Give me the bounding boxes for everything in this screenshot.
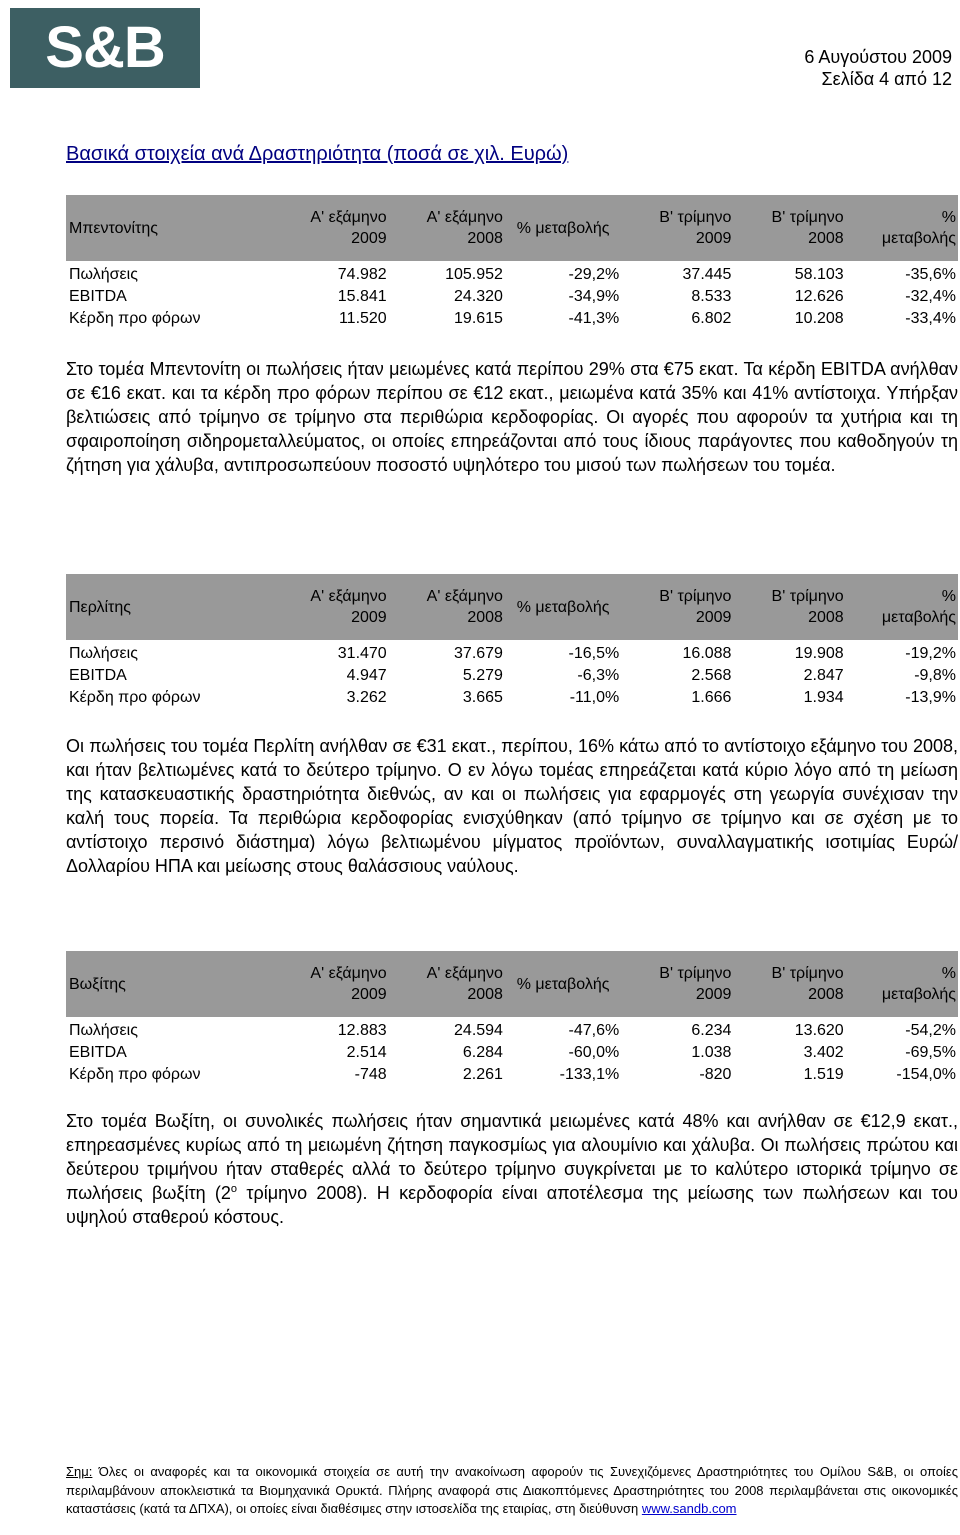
cell-value: 31.470 bbox=[337, 645, 387, 662]
table-row bbox=[66, 640, 958, 665]
cell-value: 105.952 bbox=[445, 266, 503, 283]
cell-value: 3.665 bbox=[462, 689, 503, 706]
cell-value: -32,4% bbox=[905, 288, 956, 305]
cell-value: -9,8% bbox=[914, 667, 956, 684]
cell-value: 24.594 bbox=[454, 1022, 503, 1039]
cell-value: 2.261 bbox=[462, 1066, 503, 1083]
cell-value: -11,0% bbox=[569, 689, 620, 706]
table-row bbox=[66, 1064, 958, 1086]
col-header-pct-change-q: % μεταβολής bbox=[846, 195, 958, 261]
cell-value: -19,2% bbox=[905, 645, 956, 662]
col-header-q2-2008: Β' τρίμηνο 2008 bbox=[733, 574, 845, 640]
col-header-pct-change-q: % μεταβολής bbox=[846, 951, 958, 1017]
commentary-text: Στο τομέα Βωξίτη, οι συνολικές πωλήσεις ήταν σημαντικά μειωμένες κατά 48% και ανήλθαν σε €12,9 εκατ., επηρεασμένες κυρίως από τη μειωμένη ζήτηση παγκοσμίως για αλουμίνιο και χάλυβα. Οι πωλήσεις πρώτου και δεύτερου τριμήνου ήταν σταθερές αλλά το δεύτερο τρίμηνο συγκρίνεται με το καλύτερο ιστορικά τρίμηνο σε πωλήσεις βωξίτη (2 bbox=[66, 1111, 958, 1203]
company-website-link[interactable]: www.sandb.com bbox=[641, 1501, 737, 1516]
cell-value: -60,0% bbox=[568, 1044, 620, 1061]
cell-value: 5.279 bbox=[462, 667, 503, 684]
cell-value: -29,2% bbox=[568, 266, 620, 283]
row-label: EBITDA bbox=[69, 288, 127, 305]
cell-value: -35,6% bbox=[905, 266, 956, 283]
table-row bbox=[66, 261, 958, 286]
col-header-q2-2008: Β' τρίμηνο 2008 bbox=[733, 195, 845, 261]
ordinal-superscript: ο bbox=[230, 1183, 238, 1195]
col-header-h1-2009: Α' εξάμηνο 2009 bbox=[293, 195, 389, 261]
cell-value: 37.679 bbox=[454, 645, 503, 662]
cell-value: -748 bbox=[354, 1066, 387, 1083]
col-header-pct-change: % μεταβολής bbox=[505, 951, 621, 1017]
cell-value: 12.626 bbox=[794, 288, 844, 305]
table-header bbox=[66, 195, 958, 261]
cell-value: 6.284 bbox=[462, 1044, 503, 1061]
col-header-q2-2008: Β' τρίμηνο 2008 bbox=[733, 951, 845, 1017]
table-header bbox=[66, 951, 958, 1017]
table-row bbox=[66, 286, 958, 308]
row-label: Πωλήσεις bbox=[69, 1022, 138, 1039]
table-row bbox=[66, 1042, 958, 1064]
logo-text: S&B bbox=[45, 15, 165, 80]
segment-commentary-perlite: Οι πωλήσεις του τομέα Περλίτη ανήλθαν σε €31 εκατ., περίπου, 16% κάτω από το αντίστοιχο εξάμηνο του 2008, και ήταν βελτιωμένες κατά το δεύτερο τρίμηνο. Ο εν λόγω τομέας επηρεάζεται κατά κύριο λόγο από τη μείωση της κατασκευαστικής δραστηριότητα διεθνώς, αν και οι πωλήσεις για εφαρμογές στη γεωργία συνέχισαν την καλή τους πορεία. Τα περιθώρια κερδοφορίας ενισχύθηκαν (από τρίμηνο σε τρίμηνο και σε σχέση με το αντίστοιχο περσινό διάστημα) λόγω βελτιωμένου μίγματος προϊόντων, συναλλαγματικής ισοτιμίας Ευρώ/Δολλαρίου ΗΠΑ και μείωσης στους θαλάσσιους ναύλους. bbox=[66, 736, 958, 876]
cell-value: 2.568 bbox=[691, 667, 732, 684]
cell-value: -47,6% bbox=[568, 1022, 620, 1039]
cell-value: 6.802 bbox=[691, 310, 732, 327]
cell-value: 24.320 bbox=[454, 288, 503, 305]
cell-value: 10.208 bbox=[794, 310, 844, 327]
cell-value: 15.841 bbox=[337, 288, 387, 305]
section-title: Βασικά στοιχεία ανά Δραστηριότητα (ποσά σε χιλ. Ευρώ) bbox=[66, 143, 569, 165]
cell-value: -133,1% bbox=[559, 1066, 620, 1083]
cell-value: -820 bbox=[699, 1066, 732, 1083]
footnote-text: Όλες οι αναφορές και τα οικονομικά στοιχεία σε αυτή την ανακοίνωση αφορούν τις Συνεχιζόμενες Δραστηριότητες του Ομίλου S&B, οι οποίες περιλαμβάνουν αποκλειστικά τα Βιομηχανικά Ορυκτά. Πλήρης αναφορά στις Διακοπτόμενες Δραστηριότητες του 2008 περιλαμβάνεται στις οικονομικές καταστάσεις (κατά τα ΔΠΧΑ), οι οποίες είναι διαθέσιμες στην ιστοσελίδα της εταιρίας, στη διεύθυνση bbox=[66, 1464, 958, 1516]
cell-value: 1.934 bbox=[803, 689, 844, 706]
table-row bbox=[66, 1017, 958, 1042]
col-header-pct-change-q: % μεταβολής bbox=[846, 574, 958, 640]
row-label: Κέρδη προ φόρων bbox=[69, 1066, 201, 1083]
col-header-q2-2009: Β' τρίμηνο 2009 bbox=[621, 195, 733, 261]
table-row bbox=[66, 687, 958, 709]
cell-value: 58.103 bbox=[794, 266, 844, 283]
cell-value: 1.038 bbox=[691, 1044, 732, 1061]
commentary-text: τρίμηνο 2008). Η κερδοφορία είναι αποτέλεσμα της μείωσης των πωλήσεων και του υψηλού σταθερού κόστους. bbox=[66, 1183, 958, 1227]
segment-commentary-bentonite: Στο τομέα Μπεντονίτη οι πωλήσεις ήταν μειωμένες κατά περίπου 29% στα €75 εκατ. Τα κέρδη EBITDA ανήλθαν σε €16 εκατ. και τα κέρδη προ φόρων περίπου σε €12 εκατ., μειωμένα κατά 35% και 41% αντίστοιχα. Υπήρξαν βελτιώσεις από τρίμηνο σε τρίμηνο στα περιθώρια κερδοφορίας. Οι αγορές που αφορούν τα χυτήρια και τη σφαιροποίηση σιδηρομεταλλεύματος, οι οποίες επηρεάζονται από τους ίδιους παράγοντες που καθοδηγούν τη ζήτηση για χάλυβα, αντιπροσωπεύουν ποσοστό υψηλότερο του μισού των πωλήσεων του τομέα. bbox=[66, 359, 958, 475]
col-header-q2-2009: Β' τρίμηνο 2009 bbox=[621, 574, 733, 640]
segment-table-perlite bbox=[66, 574, 958, 709]
segment-name: Περλίτης bbox=[66, 574, 293, 640]
cell-value: 3.402 bbox=[803, 1044, 844, 1061]
row-label: Πωλήσεις bbox=[69, 266, 138, 283]
cell-value: 6.234 bbox=[691, 1022, 732, 1039]
cell-value: -154,0% bbox=[896, 1066, 956, 1083]
col-header-pct-change: % μεταβολής bbox=[505, 195, 621, 261]
row-label: EBITDA bbox=[69, 1044, 127, 1061]
cell-value: 74.982 bbox=[337, 266, 387, 283]
row-label: Πωλήσεις bbox=[69, 645, 138, 662]
cell-value: 1.666 bbox=[691, 689, 732, 706]
cell-value: 1.519 bbox=[803, 1066, 844, 1083]
col-header-pct-change: % μεταβολής bbox=[505, 574, 621, 640]
segment-commentary-bauxite bbox=[66, 1109, 958, 1229]
page-meta bbox=[804, 46, 952, 90]
footnote-label: Σημ: bbox=[66, 1464, 93, 1479]
cell-value: -33,4% bbox=[905, 310, 956, 327]
cell-value: -13,9% bbox=[905, 689, 956, 706]
cell-value: 12.883 bbox=[337, 1022, 387, 1039]
page-number: Σελίδα 4 από 12 bbox=[821, 69, 952, 89]
col-header-h1-2009: Α' εξάμηνο 2009 bbox=[293, 574, 389, 640]
cell-value: 37.445 bbox=[682, 266, 732, 283]
cell-value: -16,5% bbox=[568, 645, 620, 662]
row-label: EBITDA bbox=[69, 667, 127, 684]
cell-value: 2.514 bbox=[346, 1044, 387, 1061]
cell-value: 13.620 bbox=[794, 1022, 844, 1039]
col-header-h1-2008: Α' εξάμηνο 2008 bbox=[389, 195, 505, 261]
table-header bbox=[66, 574, 958, 640]
company-logo bbox=[10, 8, 200, 88]
cell-value: 19.908 bbox=[794, 645, 844, 662]
segment-name: Βωξίτης bbox=[66, 951, 293, 1017]
cell-value: 8.533 bbox=[691, 288, 732, 305]
cell-value: -41,3% bbox=[568, 310, 620, 327]
cell-value: -54,2% bbox=[905, 1022, 956, 1039]
footnote bbox=[66, 1463, 958, 1519]
segment-table-bauxite bbox=[66, 951, 958, 1086]
cell-value: -6,3% bbox=[577, 667, 620, 684]
cell-value: 2.847 bbox=[803, 667, 844, 684]
row-label: Κέρδη προ φόρων bbox=[69, 310, 201, 327]
cell-value: 11.520 bbox=[338, 310, 387, 327]
cell-value: -69,5% bbox=[905, 1044, 956, 1061]
col-header-h1-2008: Α' εξάμηνο 2008 bbox=[389, 574, 505, 640]
table-row bbox=[66, 308, 958, 330]
col-header-h1-2009: Α' εξάμηνο 2009 bbox=[293, 951, 389, 1017]
segment-table-bentonite bbox=[66, 195, 958, 330]
cell-value: -34,9% bbox=[568, 288, 620, 305]
row-label: Κέρδη προ φόρων bbox=[69, 689, 201, 706]
segment-name: Μπεντονίτης bbox=[66, 195, 293, 261]
cell-value: 4.947 bbox=[346, 667, 387, 684]
cell-value: 3.262 bbox=[346, 689, 387, 706]
table-row bbox=[66, 665, 958, 687]
col-header-h1-2008: Α' εξάμηνο 2008 bbox=[389, 951, 505, 1017]
document-date: 6 Αυγούστου 2009 bbox=[804, 47, 952, 67]
cell-value: 16.088 bbox=[682, 645, 732, 662]
col-header-q2-2009: Β' τρίμηνο 2009 bbox=[621, 951, 733, 1017]
cell-value: 19.615 bbox=[454, 310, 503, 327]
